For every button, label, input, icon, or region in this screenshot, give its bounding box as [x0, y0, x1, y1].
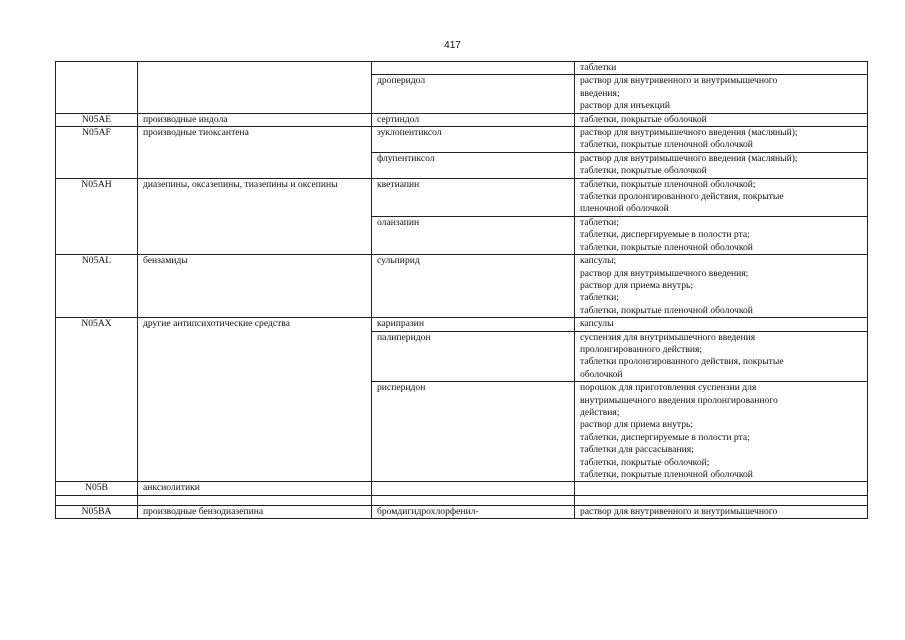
table-row — [56, 318, 868, 331]
dosage-form: капсулы; — [580, 255, 617, 267]
dosage-form: действия; — [580, 406, 620, 418]
group-cell: другие антипсихотические средства — [138, 318, 372, 482]
forms-cell — [575, 482, 868, 495]
group-cell: производные тиоксантена — [138, 127, 372, 179]
forms-cell — [575, 127, 868, 153]
dosage-form: раствор для внутривенного и внутримышечного — [580, 75, 778, 87]
atc-code-cell — [56, 62, 138, 114]
forms-cell — [575, 505, 868, 518]
dosage-form: порошок для приготовления суспензии для — [580, 382, 757, 394]
dosage-form: таблетки; — [580, 292, 619, 304]
forms-cell — [575, 382, 868, 482]
dosage-form: таблетки, покрытые пленочной оболочкой — [580, 469, 753, 480]
table-row — [56, 505, 868, 518]
forms-cell — [575, 75, 868, 113]
dosage-form: таблетки, покрытые оболочкой; — [580, 456, 710, 468]
atc-code-cell: N05AH — [56, 178, 138, 254]
dosage-form: раствор для внутримышечного введения; — [580, 267, 749, 279]
dosage-form: введения; — [580, 87, 620, 99]
dosage-form: таблетки, диспергируемые в полости рта; — [580, 431, 750, 443]
dosage-form: внутримышечного введения пролонгированного — [580, 394, 778, 406]
dosage-form: таблетки, диспергируемые в полости рта; — [580, 229, 750, 241]
dosage-form: таблетки, покрытые пленочной оболочкой — [580, 241, 753, 253]
table-row — [56, 482, 868, 495]
dosage-form: раствор для внутримышечного введения (масляный); — [580, 152, 798, 164]
group-cell — [138, 62, 372, 114]
dosage-form: таблетки, покрытые пленочной оболочкой — [580, 304, 753, 316]
drug-cell: рисперидон — [372, 382, 575, 482]
drug-cell: оланзапин — [372, 216, 575, 254]
atc-code-cell: N05B — [56, 482, 138, 495]
dosage-form: таблетки пролонгированного действия, покрытые — [580, 191, 784, 203]
drug-cell: кветиапин — [372, 178, 575, 216]
dosage-form: таблетки; — [580, 216, 619, 228]
table-row — [56, 255, 868, 318]
table-row-spacer — [56, 495, 868, 505]
group-cell: бензамиды — [138, 255, 372, 318]
group-cell: диазепины, оксазепины, тиазепины и оксепины — [138, 178, 372, 254]
drug-cell: палиперидон — [372, 331, 575, 382]
forms-cell — [575, 152, 868, 178]
page-number: 417 — [444, 40, 461, 51]
dosage-form: таблетки для рассасывания; — [580, 444, 694, 456]
table-row — [56, 178, 868, 216]
dosage-form: таблетки — [580, 62, 617, 73]
dosage-form: суспензия для внутримышечного введения — [580, 331, 756, 343]
group-cell: анксиолитики — [138, 482, 372, 495]
drug-table — [55, 61, 868, 519]
dosage-form: раствор для внутримышечного введения (масляный); — [580, 127, 798, 139]
dosage-form: таблетки, покрытые оболочкой — [580, 165, 707, 177]
dosage-form: таблетки, покрытые оболочкой — [580, 113, 707, 125]
forms-cell — [575, 331, 868, 382]
group-cell: производные бензодиазепина — [138, 505, 372, 518]
drug-cell — [372, 62, 575, 75]
group-cell: производные индола — [138, 113, 372, 126]
dosage-form: капсулы — [580, 318, 614, 330]
drug-cell: сертиндол — [372, 113, 575, 126]
forms-cell — [575, 255, 868, 318]
drug-cell: бромдигидрохлорфенил- — [372, 505, 575, 518]
forms-cell — [575, 216, 868, 254]
dosage-form: раствор для приема внутрь; — [580, 419, 694, 431]
atc-code-cell: N05AX — [56, 318, 138, 482]
dosage-form: таблетки, покрытые пленочной оболочкой; — [580, 178, 756, 190]
atc-code-cell: N05BA — [56, 505, 138, 518]
dosage-form: таблетки пролонгированного действия, покрытые — [580, 356, 784, 368]
table-row — [56, 62, 868, 75]
drug-cell: сульпирид — [372, 255, 575, 318]
drug-cell: карипразин — [372, 318, 575, 331]
forms-cell — [575, 113, 868, 126]
dosage-form: раствор для внутривенного и внутримышечного — [580, 505, 778, 517]
drug-cell: дроперидол — [372, 75, 575, 113]
forms-cell — [575, 178, 868, 216]
forms-cell — [575, 318, 868, 331]
drug-cell: флупентиксол — [372, 152, 575, 178]
dosage-form: раствор для приема внутрь; — [580, 279, 694, 291]
dosage-form: оболочкой — [580, 368, 623, 380]
atc-code-cell: N05AL — [56, 255, 138, 318]
drug-cell — [372, 482, 575, 495]
atc-code-cell: N05AE — [56, 113, 138, 126]
table-row — [56, 127, 868, 153]
dosage-form: таблетки, покрытые пленочной оболочкой — [580, 139, 753, 151]
forms-cell — [575, 62, 868, 75]
atc-code-cell: N05AF — [56, 127, 138, 179]
drug-cell: зуклопентиксол — [372, 127, 575, 153]
dosage-form: раствор для инъекций — [580, 100, 670, 112]
dosage-form: пленочной оболочкой — [580, 203, 669, 215]
dosage-form: пролонгированного действия; — [580, 343, 703, 355]
table-row — [56, 113, 868, 126]
